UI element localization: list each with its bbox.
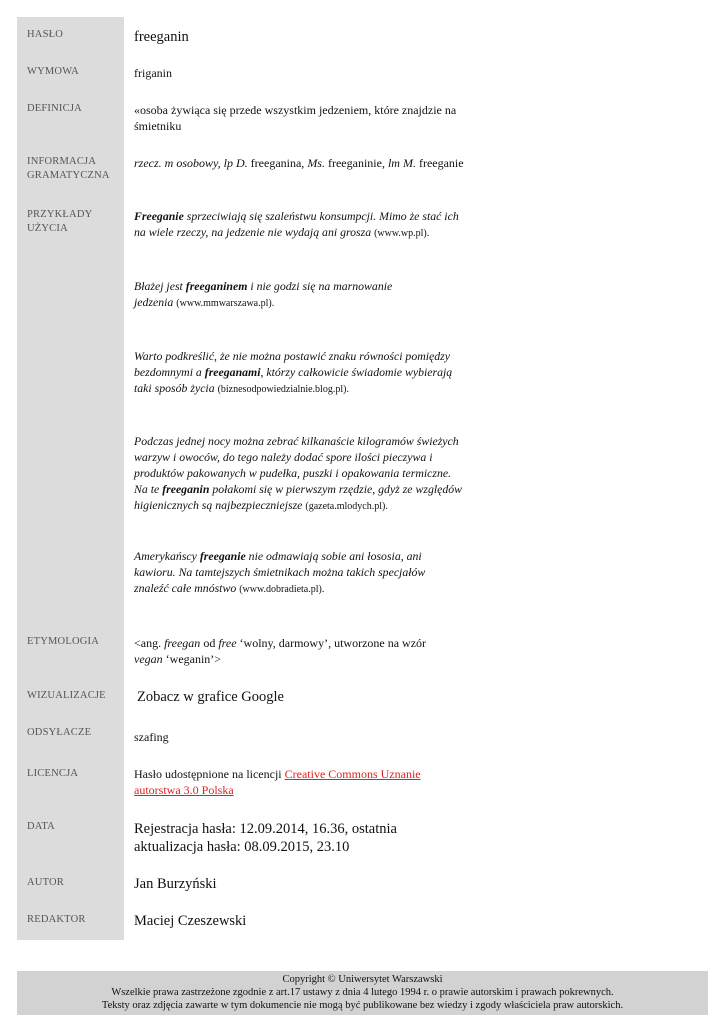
example-text: Amerykańscy — [134, 549, 200, 563]
example-2: Błażej jest freeganinem i nie godzi się na marnowanie jedzenia (www.mmwarszawa.pl). — [134, 279, 393, 309]
example-source: www.wp.pl — [377, 228, 424, 239]
crossref-label: ODSYŁACZE — [27, 727, 92, 738]
example-source: www.dobradieta.pl — [242, 584, 319, 595]
example-text: Podczas jednej nocy można zebrać kilkanaście kilogramów świeżych warzyw i owoców, do tego należy dodać spore ilości pieczywa i produktów pakowanych w pudełka, puszki i opakowania termiczne. Na te — [134, 434, 459, 496]
example-keyword: freeganin — [162, 482, 210, 496]
copyright-line: Copyright © Uniwersytet Warszawski — [282, 974, 443, 985]
example-3: Warto podkreślić, że nie można postawić znaku równości pomiędzy bezdomnymi a freeganami, którzy całkowicie świadomie wybierają taki sposób życia (biznesodpowiedzialnie.blog.pl). — [134, 349, 453, 395]
date-info: Rejestracja hasła: 12.09.2014, 16.36, ostatnia aktualizacja hasła: 08.09.2015, 23.10 — [134, 821, 397, 855]
date-label: DATA — [27, 821, 55, 832]
definition-label: DEFINICJA — [27, 103, 82, 114]
example-4: Podczas jednej nocy można zebrać kilkanaście kilogramów świeżych warzyw i owoców, do tego należy dodać spore ilości pieczywa i produktów pakowanych w pudełka, puszki i opakowania termiczne. Na te freeganin połakomi się w pierwszym rzędzie, gdyż ze względów higienicznych są najbezpieczniejsze (gazeta.mlodych.pl). — [134, 434, 463, 512]
editor-label: REDAKTOR — [27, 914, 86, 925]
author-label: AUTOR — [27, 877, 64, 888]
etymology — [134, 635, 434, 667]
etymology-part: free — [218, 636, 237, 650]
example-keyword: freeganie — [199, 549, 246, 563]
grammar-part: freeganie — [415, 156, 464, 170]
etymology-label: ETYMOLOGIA — [27, 636, 99, 647]
definition: «osoba żywiąca się przede wszystkim jedzeniem, które znajdzie na śmietniku — [134, 103, 457, 133]
grammar-part: lm M. — [387, 156, 416, 170]
example-source: biznesodpowiedzialnie.blog.pl — [220, 384, 344, 395]
etymology-part: ‘weganin’> — [162, 652, 222, 666]
grammar-part: freeganinie, — [324, 156, 388, 170]
grammar-label: INFORMACJA GRAMATYCZNA — [27, 156, 110, 181]
etymology-part: ‘wolny, darmowy’, utworzone na wzór — [236, 636, 427, 650]
author: Jan Burzyński — [134, 876, 217, 892]
etymology-part: od — [200, 636, 219, 650]
example-source: www.mmwarszawa.pl — [179, 298, 269, 309]
example-keyword: freeganinem — [185, 279, 248, 293]
example-5: Amerykańscy freeganie nie odmawiają sobie ani łososia, ani kawioru. Na tamtejszych śmietnikach można takich specjałów znaleźć całe mnóstwo (www.dobradieta.pl). — [134, 549, 426, 595]
example-keyword: Freeganie — [134, 209, 184, 223]
example-text: , którzy całkowicie świadomie wybierają taki sposób życia — [134, 365, 453, 395]
crossref-link[interactable]: szafing — [134, 730, 169, 744]
example-text: nie odmawiają sobie ani łososia, ani kawioru. Na tamtejszych śmietnikach można takich specjałów znaleźć całe mnóstwo — [134, 549, 426, 595]
example-source: gazeta.mlodych.pl — [308, 501, 383, 512]
license-link[interactable]: Creative Commons Uznanie autorstwa 3.0 Polska — [134, 767, 421, 797]
example-text: połakomi się w pierwszym rzędzie, gdyż ze względów higienicznych są najbezpieczniejsze — [134, 482, 463, 512]
grammar-part: freeganina, — [247, 156, 308, 170]
example-1: Freeganie sprzeciwiają się szaleństwu konsumpcji. Mimo że stać ich na wiele rzeczy, na jedzenie nie wydają ani grosza (www.wp.pl). — [134, 209, 459, 239]
editor: Maciej Czeszewski — [134, 913, 247, 929]
etymology-part: freegan — [164, 636, 201, 650]
license — [134, 766, 434, 798]
headword-label: HASŁO — [27, 29, 64, 40]
pronunciation: friganin — [134, 66, 172, 80]
rights-line: Wszelkie prawa zastrzeżone zgodnie z art.17 ustawy z dnia 4 lutego 1994 r. o prawie autorskim i prawach pokrewnych. — [111, 987, 614, 998]
license-text: Hasło udostępnione na licencji — [134, 767, 285, 781]
license-label: LICENCJA — [27, 768, 79, 779]
example-text: i nie godzi się na marnowanie jedzenia — [134, 279, 393, 309]
example-text: sprzeciwiają się szaleństwu konsumpcji. Mimo że stać ich na wiele rzeczy, na jedzenie nie wydają ani grosza — [134, 209, 459, 239]
example-keyword: freeganami — [204, 365, 261, 379]
grammar-part: Ms. — [307, 156, 325, 170]
grammar-part: rzecz. m osobowy, lp D. — [134, 156, 248, 170]
visualization-label: WIZUALIZACJE — [27, 690, 106, 701]
copyright-footer — [17, 971, 708, 1015]
google-images-link[interactable]: Zobacz w grafice Google — [137, 689, 284, 705]
etymology-part: <ang. — [134, 636, 165, 650]
etymology-part: vegan — [134, 652, 163, 666]
headword: freeganin — [134, 29, 189, 45]
example-text: Błażej jest — [134, 279, 186, 293]
grammar-info — [134, 155, 469, 171]
example-text: Warto podkreślić, że nie można postawić znaku równości pomiędzy bezdomnymi a — [134, 349, 450, 379]
examples-label: PRZYKŁADY UŻYCIA — [27, 209, 92, 234]
pronunciation-label: WYMOWA — [27, 66, 79, 77]
publication-notice: Teksty oraz zdjęcia zawarte w tym dokumencie nie mogą być publikowane bez wiedzy i zgody właściciela praw autorskich. — [101, 1000, 624, 1011]
